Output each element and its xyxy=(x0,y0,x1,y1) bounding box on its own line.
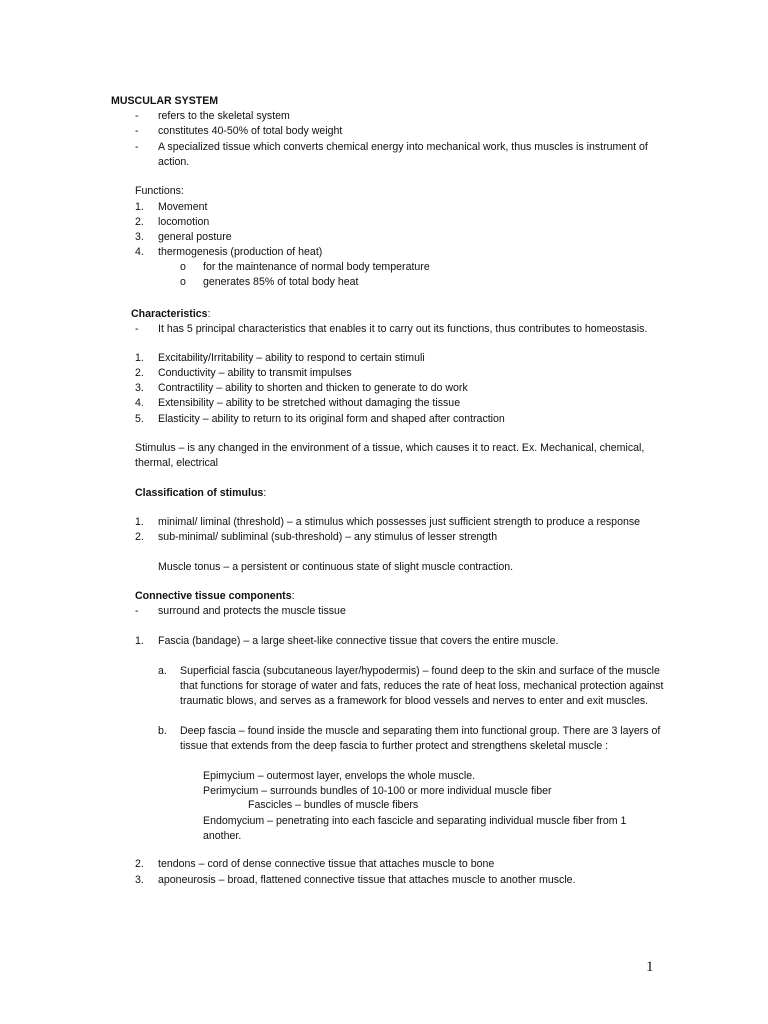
characteristic-item: Excitability/Irritability – ability to respond to certain stimuli xyxy=(158,352,425,364)
list-number: 1. xyxy=(135,201,144,213)
document-title: MUSCULAR SYSTEM xyxy=(111,95,219,107)
list-number: 1. xyxy=(135,352,144,364)
characteristics-heading xyxy=(131,307,211,322)
intro-item-continued: action. xyxy=(158,156,190,168)
list-number: 2. xyxy=(135,531,144,543)
characteristic-item: Contractility – ability to shorten and thicken to generate to do work xyxy=(158,382,468,394)
aponeurosis-item: aponeurosis – broad, flattened connective tissue that attaches muscle to another muscle. xyxy=(158,874,576,886)
superficial-fascia-text: that functions for storage of water and fats, reduces the rate of heat loss, mechanical protection against xyxy=(180,680,664,692)
function-item: Movement xyxy=(158,201,208,213)
superficial-fascia-text: traumatic blows, and serves as a framework for blood vessels and nerves to enter and exit muscles. xyxy=(180,695,649,707)
classification-heading xyxy=(135,486,266,501)
heading-colon: : xyxy=(291,590,295,602)
connective-heading xyxy=(135,589,295,604)
layer-endomycium-continued: another. xyxy=(203,830,242,842)
list-number: 2. xyxy=(135,858,144,870)
layer-fascicles: Fascicles – bundles of muscle fibers xyxy=(248,799,419,811)
bullet-dash: - xyxy=(135,110,139,122)
bullet-dash: - xyxy=(135,323,139,335)
tendons-item: tendons – cord of dense connective tissue that attaches muscle to bone xyxy=(158,858,495,870)
intro-item: constitutes 40-50% of total body weight xyxy=(158,125,343,137)
sublist-letter: a. xyxy=(158,665,167,677)
layer-endomycium: Endomycium – penetrating into each fascicle and separating individual muscle fiber from 1 xyxy=(203,815,627,827)
list-number: 5. xyxy=(135,413,144,425)
list-number: 1. xyxy=(135,635,144,647)
characteristic-item: Extensibility – ability to be stretched without damaging the tissue xyxy=(158,397,461,409)
characteristic-item: Elasticity – ability to return to its original form and shaped after contraction xyxy=(158,413,505,425)
layer-epimycium: Epimycium – outermost layer, envelops the whole muscle. xyxy=(203,770,476,782)
characteristics-intro: It has 5 principal characteristics that enables it to carry out its functions, thus contributes to homeostasis. xyxy=(158,323,648,335)
function-subitem: for the maintenance of normal body temperature xyxy=(203,261,430,273)
list-number: 2. xyxy=(135,367,144,379)
list-number: 3. xyxy=(135,231,144,243)
bullet-dash: - xyxy=(135,605,139,617)
bullet-dash: - xyxy=(135,141,139,153)
sub-bullet: o xyxy=(180,276,186,288)
list-number: 1. xyxy=(135,516,144,528)
superficial-fascia-text: Superficial fascia (subcutaneous layer/hypodermis) – found deep to the skin and surface of the muscle xyxy=(180,665,660,677)
layer-perimycium: Perimycium – surrounds bundles of 10-100 or more individual muscle fiber xyxy=(203,785,552,797)
fascia-item: Fascia (bandage) – a large sheet-like connective tissue that covers the entire muscle. xyxy=(158,635,559,647)
muscle-tonus-definition: Muscle tonus – a persistent or continuous state of slight muscle contraction. xyxy=(158,561,514,573)
functions-heading: Functions: xyxy=(135,185,184,197)
characteristics-heading-text: Characteristics xyxy=(131,308,208,320)
intro-item: A specialized tissue which converts chemical energy into mechanical work, thus muscles is instrument of xyxy=(158,141,648,153)
intro-item: refers to the skeletal system xyxy=(158,110,290,122)
connective-intro: surround and protects the muscle tissue xyxy=(158,605,346,617)
list-number: 2. xyxy=(135,216,144,228)
list-number: 4. xyxy=(135,397,144,409)
heading-colon: : xyxy=(207,308,211,320)
list-number: 4. xyxy=(135,246,144,258)
classification-heading-text: Classification of stimulus xyxy=(135,487,264,499)
stimulus-definition-continued: thermal, electrical xyxy=(135,457,219,469)
sub-bullet: o xyxy=(180,261,186,273)
bullet-dash: - xyxy=(135,125,139,137)
sublist-letter: b. xyxy=(158,725,167,737)
list-number: 3. xyxy=(135,874,144,886)
function-subitem: generates 85% of total body heat xyxy=(203,276,359,288)
heading-colon: : xyxy=(263,487,267,499)
deep-fascia-text: tissue that extends from the deep fascia to further protect and strengthens skeletal muscle : xyxy=(180,740,609,752)
list-number: 3. xyxy=(135,382,144,394)
characteristic-item: Conductivity – ability to transmit impulses xyxy=(158,367,352,379)
page-number: 1 xyxy=(646,959,654,975)
classification-item: sub-minimal/ subliminal (sub-threshold) – any stimulus of lesser strength xyxy=(158,531,498,543)
connective-heading-text: Connective tissue components xyxy=(135,590,292,602)
classification-item: minimal/ liminal (threshold) – a stimulus which possesses just sufficient strength to produce a response xyxy=(158,516,641,528)
deep-fascia-text: Deep fascia – found inside the muscle and separating them into functional group. There are 3 layers of xyxy=(180,725,661,737)
function-item: locomotion xyxy=(158,216,210,228)
function-item: thermogenesis (production of heat) xyxy=(158,246,323,258)
function-item: general posture xyxy=(158,231,232,243)
stimulus-definition: Stimulus – is any changed in the environment of a tissue, which causes it to react. Ex. Mechanical, chemical, xyxy=(135,442,645,454)
